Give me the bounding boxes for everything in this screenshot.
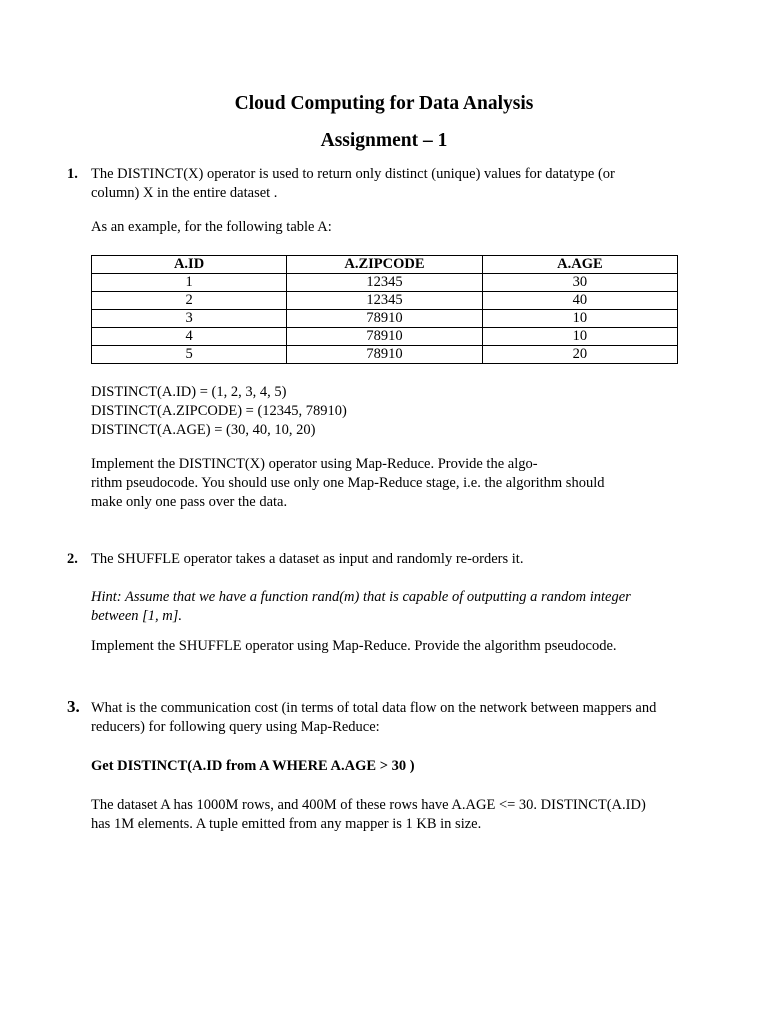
distinct-results [91,383,691,440]
cell-age: 40 [482,292,677,310]
question-1-task-line: Implement the DISTINCT(X) operator using Map-Reduce. Provide the algo- [91,456,538,472]
question-1-intro-line: The DISTINCT(X) operator is used to return only distinct (unique) values for datatype (or [91,166,615,182]
question-3-details [91,796,691,834]
table-row [92,274,678,292]
question-2-task: Implement the SHUFFLE operator using Map-Reduce. Provide the algorithm pseudocode. [91,638,617,654]
question-1-intro [91,165,691,203]
question-1-number: 1. [67,166,78,182]
assignment-title: Assignment – 1 [320,130,448,151]
cell-age: 10 [482,310,677,328]
cell-zipcode: 12345 [287,274,483,292]
column-header-id: A.ID [92,256,287,274]
question-3-detail-line: has 1M elements. A tuple emitted from any mapper is 1 KB in size. [91,816,482,832]
cell-zipcode: 78910 [287,328,483,346]
question-1-example-text: As an example, for the following table A: [91,219,332,235]
distinct-result-line: DISTINCT(A.AGE) = (30, 40, 10, 20) [91,422,316,438]
column-header-age: A.AGE [482,256,677,274]
question-3-intro [91,699,691,737]
question-3-detail-line: The dataset A has 1000M rows, and 400M of these rows have A.AGE <= 30. DISTINCT(A.ID) [91,797,646,813]
question-1-intro-line: column) X in the entire dataset . [91,185,278,201]
question-2-number: 2. [67,551,78,567]
cell-age: 30 [482,274,677,292]
question-3-intro-line: What is the communication cost (in terms of total data flow on the network between mappers and [91,700,657,716]
column-header-zipcode: A.ZIPCODE [287,256,483,274]
table-header-row [92,256,678,274]
question-2-intro: The SHUFFLE operator takes a dataset as input and randomly re-orders it. [91,551,524,567]
cell-zipcode: 12345 [287,292,483,310]
cell-id: 1 [92,274,287,292]
distinct-result-line: DISTINCT(A.ID) = (1, 2, 3, 4, 5) [91,384,287,400]
cell-id: 3 [92,310,287,328]
cell-id: 5 [92,346,287,364]
question-2-hint-line: between [1, m]. [91,608,183,624]
question-1-task-line: make only one pass over the data. [91,494,288,510]
cell-age: 10 [482,328,677,346]
table-row [92,292,678,310]
question-2-hint [91,588,691,626]
question-3-number: 3. [67,697,80,716]
cell-age: 20 [482,346,677,364]
document-title: Cloud Computing for Data Analysis [234,93,534,114]
cell-id: 2 [92,292,287,310]
question-3-intro-line: reducers) for following query using Map-Reduce: [91,719,380,735]
table-a [91,255,678,364]
distinct-result-line: DISTINCT(A.ZIPCODE) = (12345, 78910) [91,403,347,419]
cell-zipcode: 78910 [287,310,483,328]
question-3-query: Get DISTINCT(A.ID from A WHERE A.AGE > 30 ) [91,758,415,774]
question-1-task-line: rithm pseudocode. You should use only one Map-Reduce stage, i.e. the algorithm should [91,475,605,491]
table-row [92,346,678,364]
table-row [92,310,678,328]
cell-id: 4 [92,328,287,346]
table-row [92,328,678,346]
question-1-task [91,455,691,512]
question-2-hint-line: Hint: Assume that we have a function rand(m) that is capable of outputting a random integer [91,589,631,605]
cell-zipcode: 78910 [287,346,483,364]
